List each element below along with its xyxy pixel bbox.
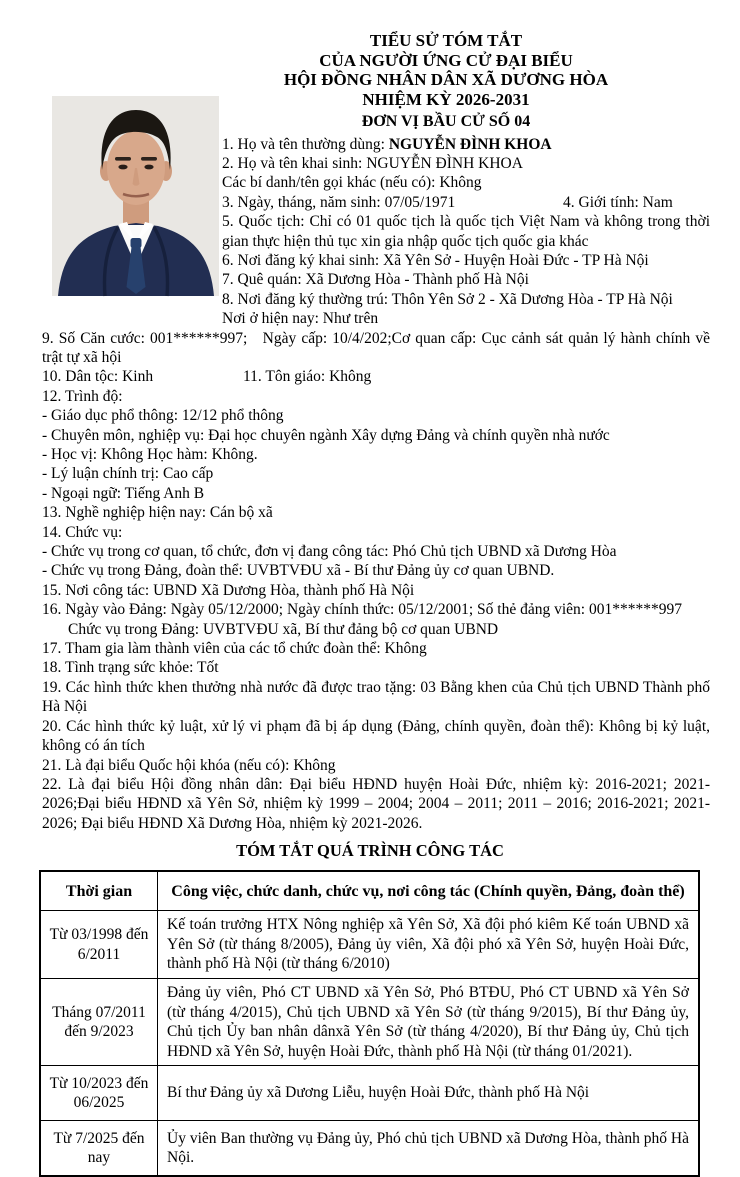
info-item-12d: - Lý luận chính trị: Cao cấp <box>42 465 214 483</box>
row-time: Tháng 07/2011 đến 9/2023 <box>40 978 158 1065</box>
row-time: Từ 7/2025 đến nay <box>40 1121 158 1177</box>
title-line-4: NHIỆM KỲ 2026-2031 <box>362 89 530 109</box>
info-item-3: 3. Ngày, tháng, năm sinh: 07/05/1971 <box>222 193 456 211</box>
info-item-7: 7. Quê quán: Xã Dương Hòa - Thành phố Hà Nội <box>222 271 529 289</box>
eye-right <box>144 165 153 170</box>
column-header-job: Công việc, chức danh, chức vụ, nơi công tác (Chính quyền, Đảng, đoàn thể) <box>158 871 700 911</box>
info-item-16b: Chức vụ trong Đảng: UVBTVĐU xã, Bí thư đảng bộ cơ quan UBND <box>68 620 499 638</box>
info-item-14: 14. Chức vụ: <box>42 523 123 541</box>
row-job: Bí thư Đảng ủy xã Dương Liễu, huyện Hoài Đức, thành phố Hà Nội <box>158 1066 700 1121</box>
candidate-photo <box>52 96 219 296</box>
info-item-10-11 <box>42 367 710 386</box>
eyebrow-right <box>141 157 157 161</box>
personal-info-right-column <box>222 135 710 329</box>
work-history-title: TÓM TẮT QUÁ TRÌNH CÔNG TÁC <box>236 841 504 861</box>
table-row <box>40 911 699 979</box>
info-item-11: 11. Tôn giáo: Không <box>243 368 372 386</box>
info-item-2: 2. Họ và tên khai sinh: NGUYỄN ĐÌNH KHOA <box>222 154 523 172</box>
eyebrow-left <box>115 157 131 161</box>
eye-left <box>118 165 127 170</box>
column-header-time: Thời gian <box>40 871 158 911</box>
ballot-unit-line: ĐƠN VỊ BẦU CỬ SỐ 04 <box>361 113 531 130</box>
info-item-12b: - Chuyên môn, nghiệp vụ: Đại học chuyên ngành Xây dựng Đảng và chính quyền nhà nước <box>42 426 610 444</box>
title-line-1: TIỂU SỬ TÓM TẮT <box>369 31 523 50</box>
info-item-10: 10. Dân tộc: Kinh <box>42 368 154 386</box>
row-job: Kế toán trưởng HTX Nông nghiệp xã Yên Sở, Xã đội phó kiêm Kế toán UBND xã Yên Sở (từ tháng 8/2005), Đảng ủy viên, Xã đội phó xã Yên Sở, huyện Hoài Đức, thành phố Hà Nội (từ tháng 6/2010) <box>158 911 700 979</box>
info-item-6: 6. Nơi đăng ký khai sinh: Xã Yên Sở - Huyện Hoài Đức - TP Hà Nội <box>222 251 649 269</box>
info-item-12: 12. Trình độ: <box>42 387 123 405</box>
row-job: Đảng ủy viên, Phó CT UBND xã Yên Sở, Phó BTĐU, Phó CT UBND xã Yên Sở (từ tháng 4/2015), Chủ tịch UBND xã Yên Sở (từ tháng 9/2015), Bí thư Đảng ủy, Chủ tịch Ủy ban nhân dânxã Yên Sở (từ tháng 4/2020), Bí thư Đảng ủy, Chủ tịch HĐND xã Yên Sở, huyện Hoài Đức, thành phố Hà Nội (từ tháng 01/2021). <box>158 978 700 1065</box>
row-job: Ủy viên Ban thường vụ Đảng ủy, Phó chủ tịch UBND xã Dương Hòa, thành phố Hà Nội. <box>158 1121 700 1177</box>
tie-knot <box>131 238 142 248</box>
info-item-12c: - Học vị: Không Học hàm: Không. <box>42 446 258 463</box>
info-item-21: 21. Là đại biểu Quốc hội khóa (nếu có): Không <box>42 756 336 774</box>
info-item-14b: - Chức vụ trong Đảng, đoàn thể: UVBTVĐU xã - Bí thư Đảng ủy cơ quan UBND. <box>42 562 555 580</box>
info-item-3-4 <box>222 193 710 212</box>
info-item-12e: - Ngoại ngữ: Tiếng Anh B <box>42 484 205 502</box>
table-row <box>40 978 699 1065</box>
document-header <box>182 0 710 132</box>
info-item-aliases: Các bí danh/tên gọi khác (nếu có): Không <box>222 174 482 192</box>
info-item-12a: - Giáo dục phổ thông: 12/12 phổ thông <box>42 407 284 425</box>
work-history-body <box>40 911 699 1177</box>
work-history-table <box>39 870 700 1177</box>
info-item-15: 15. Nơi công tác: UBND Xã Dương Hòa, thành phố Hà Nội <box>42 581 415 599</box>
info-item-8: 8. Nơi đăng ký thường trú: Thôn Yên Sở 2 - Xã Dương Hòa - TP Hà Nội <box>222 290 673 308</box>
info-item-22: 22. Là đại biểu Hội đồng nhân dân: Đại biểu HĐND huyện Hoài Đức, nhiệm kỳ: 2016-2021; 2021-2026;Đại biểu HĐND xã Yên Sở, nhiệm kỳ 1999 – 2004; 2004 – 2011; 2011 – 2016; 2016-2021; 2021-2026; Đại biểu HĐND Xã Dương Hòa, nhiệm kỳ 2021-2026. <box>42 775 710 832</box>
info-item-19: 19. Các hình thức khen thưởng nhà nước đã được trao tặng: 03 Bằng khen của Chủ tịch UBND Thành phố Hà Nội <box>42 678 710 716</box>
info-item-4: 4. Giới tính: Nam <box>563 193 673 211</box>
work-history-header <box>40 871 699 911</box>
personal-info-full-width <box>42 329 710 834</box>
info-item-1-label: 1. Họ và tên thường dùng: <box>222 135 389 153</box>
info-item-20: 20. Các hình thức kỷ luật, xử lý vi phạm đã bị áp dụng (Đảng, chính quyền, đoàn thể): Không bị kỷ luật, không có án tích <box>42 717 710 755</box>
info-item-16: 16. Ngày vào Đảng: Ngày 05/12/2000; Ngày chính thức: 05/12/2001; Số thẻ đảng viên: 001******997 <box>42 601 682 619</box>
info-item-1 <box>222 135 710 154</box>
candidate-name: NGUYỄN ĐÌNH KHOA <box>388 135 552 153</box>
info-item-18: 18. Tình trạng sức khỏe: Tốt <box>42 659 219 677</box>
table-row <box>40 1121 699 1177</box>
row-time: Từ 03/1998 đến 6/2011 <box>40 911 158 979</box>
info-item-5: 5. Quốc tịch: Chỉ có 01 quốc tịch là quốc tịch Việt Nam và không trong thời gian thực hiện thủ tục xin gia nhập quốc tịch quốc gia khác <box>222 213 710 250</box>
info-item-9: 9. Số Căn cước: 001******997; Ngày cấp: 10/4/202;Cơ quan cấp: Cục cảnh sát quản lý hành chính về trật tự xã hội <box>42 329 710 366</box>
info-item-14a: - Chức vụ trong cơ quan, tổ chức, đơn vị đang công tác: Phó Chủ tịch UBND xã Dương Hòa <box>42 543 617 561</box>
info-item-17: 17. Tham gia làm thành viên của các tổ chức đoàn thể: Không <box>42 640 427 658</box>
info-item-8b: Nơi ở hiện nay: Như trên <box>222 310 379 328</box>
info-item-13: 13. Nghề nghiệp hiện nay: Cán bộ xã <box>42 504 273 522</box>
title-line-2: CỦA NGƯỜI ỨNG CỬ ĐẠI BIỂU <box>319 50 573 70</box>
title-line-3: HỘI ĐỒNG NHÂN DÂN XÃ DƯƠNG HÒA <box>283 70 609 89</box>
table-row <box>40 1066 699 1121</box>
table-header-row <box>40 871 699 911</box>
row-time: Từ 10/2023 đến 06/2025 <box>40 1066 158 1121</box>
